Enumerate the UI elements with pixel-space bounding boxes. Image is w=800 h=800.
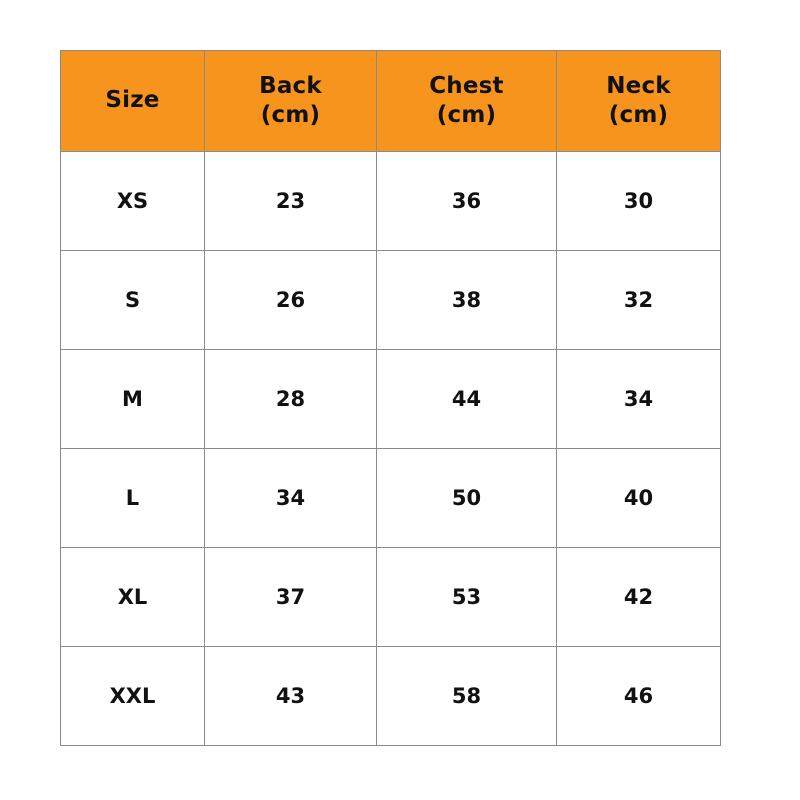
table-body: [61, 152, 721, 746]
cell-size: XXL: [61, 647, 205, 746]
cell-back: 37: [205, 548, 377, 647]
cell-size: XL: [61, 548, 205, 647]
cell-chest: 50: [377, 449, 557, 548]
cell-back: 26: [205, 251, 377, 350]
cell-back: 34: [205, 449, 377, 548]
column-header-chest-label: Chest: [429, 72, 504, 99]
column-header-back: [205, 51, 377, 152]
table-row: [61, 350, 721, 449]
cell-size: M: [61, 350, 205, 449]
column-header-back-unit: (cm): [260, 102, 321, 128]
cell-back: 23: [205, 152, 377, 251]
cell-chest: 36: [377, 152, 557, 251]
cell-chest: 44: [377, 350, 557, 449]
size-chart-container: [60, 50, 720, 746]
cell-chest: 53: [377, 548, 557, 647]
cell-neck: 46: [557, 647, 721, 746]
cell-neck: 32: [557, 251, 721, 350]
table-row: [61, 647, 721, 746]
column-header-back-label: Back: [259, 72, 322, 99]
cell-size: L: [61, 449, 205, 548]
table-row: [61, 251, 721, 350]
column-header-chest-unit: (cm): [436, 102, 497, 128]
table-header: [61, 51, 721, 152]
column-header-size: [61, 51, 205, 152]
cell-size: XS: [61, 152, 205, 251]
column-header-neck-unit: (cm): [608, 102, 669, 128]
cell-neck: 34: [557, 350, 721, 449]
cell-size: S: [61, 251, 205, 350]
header-row: [61, 51, 721, 152]
cell-neck: 40: [557, 449, 721, 548]
table-row: [61, 449, 721, 548]
cell-chest: 38: [377, 251, 557, 350]
cell-back: 43: [205, 647, 377, 746]
cell-neck: 42: [557, 548, 721, 647]
table-row: [61, 548, 721, 647]
size-chart-table: [60, 50, 721, 746]
cell-chest: 58: [377, 647, 557, 746]
cell-back: 28: [205, 350, 377, 449]
column-header-size-label: Size: [105, 87, 160, 114]
column-header-neck-label: Neck: [606, 72, 671, 99]
table-row: [61, 152, 721, 251]
column-header-chest: [377, 51, 557, 152]
cell-neck: 30: [557, 152, 721, 251]
column-header-neck: [557, 51, 721, 152]
